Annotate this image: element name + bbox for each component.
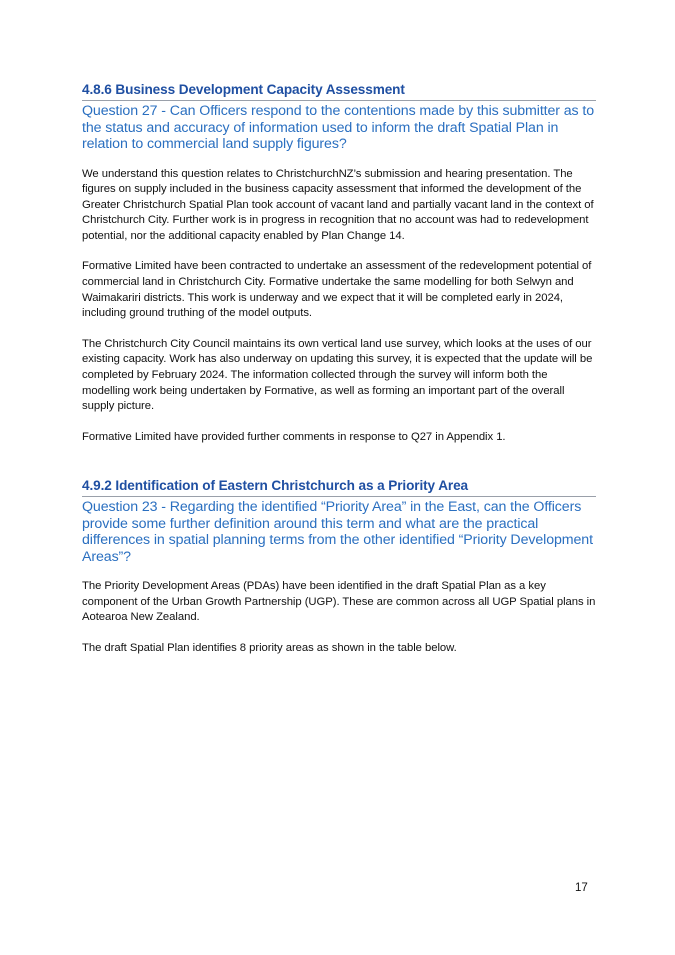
body-paragraph: The draft Spatial Plan identifies 8 priority areas as shown in the table below.: [82, 641, 457, 654]
section-heading: 4.9.2 Identification of Eastern Christchurch as a Priority Area: [82, 478, 596, 497]
body-paragraph: Formative Limited have been contracted to undertake an assessment of the redevelopment potential of commercial land in Christchurch City. Formative undertake the same modelling for both Selwyn and Waimakariri districts. This work is underway and we expect that it will be completed early in 2024, including ground truthing of the model outputs.: [82, 260, 592, 320]
section-eastern-christchurch: [82, 478, 596, 656]
section-business-capacity: [82, 82, 596, 445]
body-paragraph: The Priority Development Areas (PDAs) have been identified in the draft Spatial Plan as a key component of the Urban Growth Partnership (UGP). These are common across all UGP Spatial plans in Aotearoa New Zealand.: [82, 580, 596, 624]
question-text: Question 27 - Can Officers respond to the contentions made by this submitter as to the status and accuracy of information used to inform the draft Spatial Plan in relation to commercial land supply figures?: [82, 103, 595, 152]
body-paragraph: The Christchurch City Council maintains its own vertical land use survey, which looks at the uses of our existing capacity. Work has also underway on updating this survey, it is expected that the update will be completed by February 2024. The information collected through the survey will inform both the modelling work being undertaken by Formative, as well as forming an important part of the overall supply picture.: [82, 337, 593, 413]
body-paragraph: Formative Limited have provided further comments in response to Q27 in Appendix 1.: [82, 430, 506, 443]
question-text: Question 23 - Regarding the identified “Priority Area” in the East, can the Officers provide some further definition around this term and what are the practical differences in spatial planning terms from the other identified “Priority Development Areas”?: [82, 499, 593, 565]
body-paragraph: We understand this question relates to ChristchurchNZ’s submission and hearing presentation. The figures on supply included in the business capacity assessment that informed the development of the Greater Christchurch Spatial Plan took account of vacant land and partially vacant land in the context of Christchurch City. Further work is in progress in recognition that no account was had to redevelopment potential, nor the additional capacity enabled by Plan Change 14.: [82, 167, 594, 242]
page-number: 17: [575, 882, 588, 894]
section-heading: 4.8.6 Business Development Capacity Assessment: [82, 82, 596, 101]
